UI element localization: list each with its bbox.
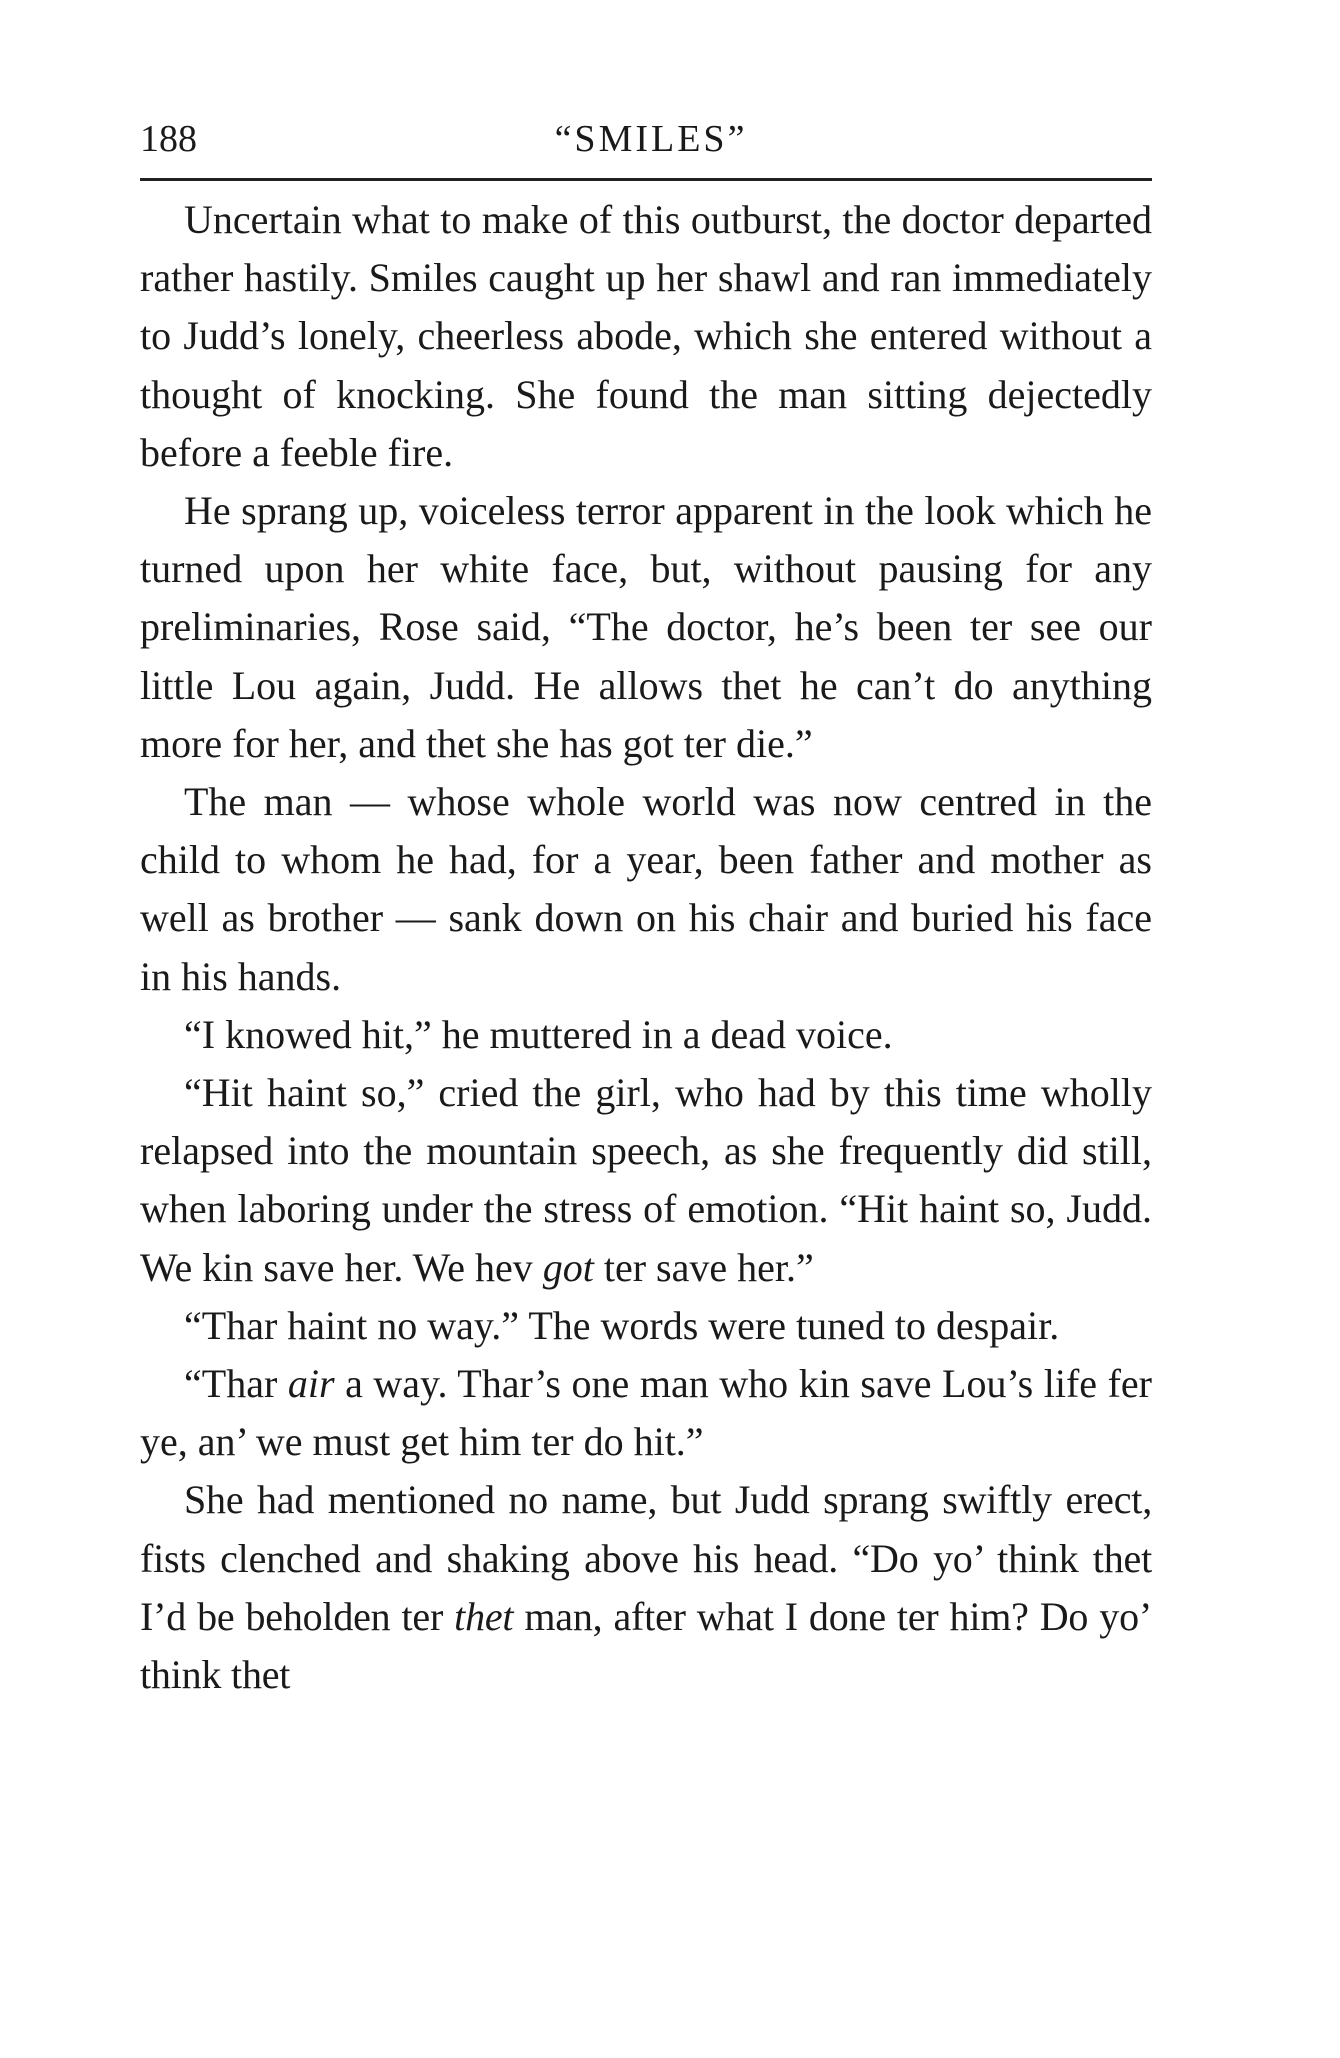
paragraph-1 [140,191,1152,482]
paragraph-5 [140,1064,1152,1297]
paragraph-text: The man — whose whole world was now centred in the child to whom he had, for a year, been father and mother as well as brother — sank down on his chair and buried his face in his hands. [140,779,1152,999]
paragraph-text: a way. Thar’s one man who kin save Lou’s life fer ye, an’ we must get him ter do hit.” [140,1361,1152,1465]
paragraph-7 [140,1355,1152,1471]
paragraph-6 [140,1297,1152,1355]
italic-word: air [287,1361,335,1407]
header-rule [140,178,1152,181]
paragraph-text: He sprang up, voiceless terror apparent in the look which he turned upon her white face, but, without pausing for any preliminaries, Rose said, “The doctor, he’s been ter see our little Lou again, Judd. He allows thet he can’t do anything more for her, and thet she has got ter die.” [140,488,1152,766]
running-title: “SMILES” [554,118,748,160]
paragraph-text: “I knowed hit,” he muttered in a dead voice. [184,1011,893,1057]
paragraph-text: She had mentioned no name, but Judd sprang swiftly erect, fists clenched and shaking above his head. “Do yo’ think thet I’d be beholden ter [140,1477,1152,1639]
body-text [140,191,1152,1704]
italic-word: got [542,1244,594,1290]
paragraph-2 [140,482,1152,773]
paragraph-8 [140,1471,1152,1704]
paragraph-3 [140,773,1152,1006]
paragraph-text: man, after what I done ter him? Do yo’ think thet [140,1593,1152,1698]
paragraph-text: ter save her.” [593,1244,814,1290]
italic-word: thet [454,1593,514,1639]
paragraph-text: “Thar haint no way.” The words were tuned to despair. [184,1302,1060,1348]
book-page [140,108,1152,1704]
paragraph-text: Uncertain what to make of this outburst, the doctor departed rather hastily. Smiles caught up her shawl and ran immediately to Judd’s lonely, cheerless abode, which she entered without a thought of knocking. She found the man sitting dejectedly before a feeble fire. [140,197,1152,475]
paragraph-4 [140,1006,1152,1064]
paragraph-text: “Hit haint so,” cried the girl, who had by this time wholly relapsed into the mountain speech, as she frequently did still, when laboring under the stress of emotion. “Hit haint so, Judd. We kin save her. We hev [140,1070,1152,1290]
paragraph-text: “Thar [184,1361,288,1407]
running-head [140,108,1152,170]
page-number: 188 [140,118,197,160]
